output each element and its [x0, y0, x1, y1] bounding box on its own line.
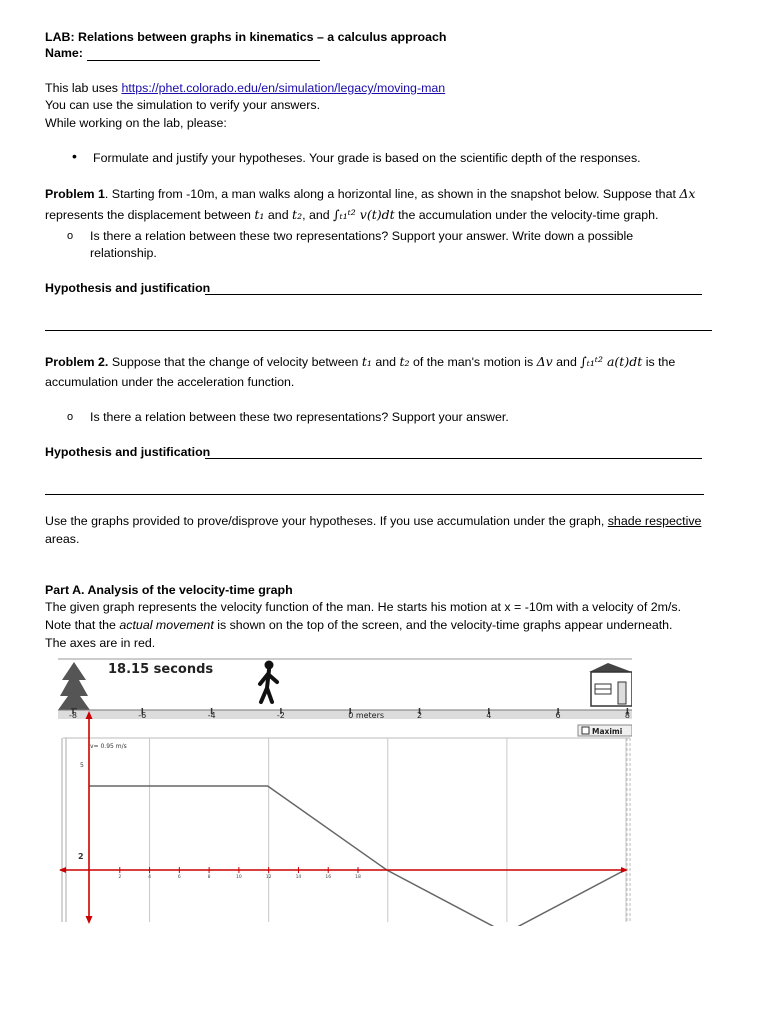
instructions-line-2: areas.: [45, 532, 80, 546]
time-display: 18.15 seconds: [108, 662, 214, 677]
maximize-button[interactable]: [578, 725, 632, 736]
partA-line-2: Note that the actual movement is shown on the top of the screen, and the velocity-time graphs appear underneath.: [45, 618, 673, 632]
ruler-label: 8: [624, 711, 630, 720]
intro-line-1: This lab uses https://phet.colorado.edu/en/simulation/legacy/moving-man: [45, 81, 446, 95]
ruler-label: 2: [416, 711, 423, 720]
velocity-integral: ∫ₜ₁ᵗ² v(t)dt: [333, 207, 395, 222]
hypothesis-blank-2[interactable]: [205, 458, 702, 459]
time-tick-label: 12: [265, 875, 272, 880]
maximize-icon: [582, 727, 589, 734]
bullet-dot: •: [72, 148, 77, 164]
time-axis-arrow: [621, 867, 628, 873]
moving-man-simulation: [58, 658, 632, 926]
hypothesis-blank-1[interactable]: [205, 294, 702, 295]
problem1-sub-bullet: o: [67, 230, 74, 242]
time-tick-label: 14: [295, 875, 302, 880]
phet-link[interactable]: https://phet.colorado.edu/en/simulation/legacy/moving-man: [121, 81, 446, 95]
velocity-readout: v= 0.95 m/s: [90, 743, 127, 750]
instructions-line-1: Use the graphs provided to prove/disprove your hypotheses. If you use accumulation under the graph, shade respective: [45, 514, 702, 528]
velocity-curve: [89, 786, 625, 926]
hypothesis-blank-2b[interactable]: [45, 494, 704, 495]
ruler-label: -6: [138, 711, 147, 720]
name-blank-line[interactable]: [87, 60, 320, 61]
y-axis-label-mid: 2: [78, 852, 84, 861]
time-tick-label: 10: [236, 875, 242, 880]
problem2-line-2: accumulation under the acceleration function.: [45, 375, 295, 389]
bullet-text: Formulate and justify your hypotheses. Your grade is based on the scientific depth of the responses.: [93, 151, 641, 165]
maximize-label: Maximi: [592, 727, 623, 736]
delta-v-symbol: Δv: [536, 354, 553, 369]
time-tick-label: 4: [148, 875, 151, 880]
ruler-label: -2: [276, 711, 285, 720]
problem1-line-2: represents the displacement between t₁ and t₂, and ∫ₜ₁ᵗ² v(t)dt the accumulation under the velocity-time graph.: [45, 207, 659, 222]
time-tick-label: 16: [325, 875, 332, 880]
ruler-label: 6: [555, 711, 561, 720]
intro-line-2: You can use the simulation to verify your answers.: [45, 98, 321, 112]
time-tick-label: 18: [355, 875, 361, 880]
problem1-question-2: relationship.: [90, 246, 157, 260]
partA-heading: Part A. Analysis of the velocity-time graph: [45, 583, 293, 597]
partA-line-3: The axes are in red.: [45, 636, 156, 650]
y-axis-label-top: 5: [80, 762, 84, 769]
problem2-question: Is there a relation between these two representations? Support your answer.: [90, 410, 509, 424]
acceleration-integral: ∫ₜ₁ᵗ² a(t)dt: [580, 354, 643, 369]
problem2-sub-bullet: o: [67, 411, 74, 423]
problem1-line-1: Problem 1. Starting from -10m, a man walks along a horizontal line, as shown in the snapshot below. Suppose that Δx: [45, 186, 696, 201]
hypothesis-label-2: Hypothesis and justification: [45, 445, 211, 459]
hypothesis-label-1: Hypothesis and justification: [45, 281, 211, 295]
name-label: Name:: [45, 46, 83, 60]
partA-line-1: The given graph represents the velocity function of the man. He starts his motion at x = -10m with a velocity of 2m/s.: [45, 600, 682, 614]
velocity-axis-arrow-bottom: [86, 916, 93, 924]
velocity-graph: [59, 711, 630, 926]
time-tick-label: 8: [207, 875, 211, 880]
ruler-label: 4: [486, 711, 492, 720]
ruler-label: -8: [69, 711, 77, 720]
problem2-line-1: Problem 2. Suppose that the change of velocity between t₁ and t₂ of the man's motion is Δv and ∫ₜ₁ᵗ² a(t)dt is the: [45, 354, 676, 369]
intro-line-3: While working on the lab, please:: [45, 116, 227, 130]
lab-title: LAB: Relations between graphs in kinematics – a calculus approach: [45, 30, 447, 44]
delta-x-symbol: Δx: [679, 186, 696, 201]
hypothesis-blank-1b[interactable]: [45, 330, 712, 331]
time-tick-label: 6: [177, 875, 181, 880]
problem1-question-1: Is there a relation between these two representations? Support your answer. Write down a possible: [90, 229, 634, 243]
ruler-label: -4: [207, 711, 216, 720]
ruler-label: 0 meters: [348, 711, 385, 720]
time-tick-label: 2: [118, 875, 122, 880]
